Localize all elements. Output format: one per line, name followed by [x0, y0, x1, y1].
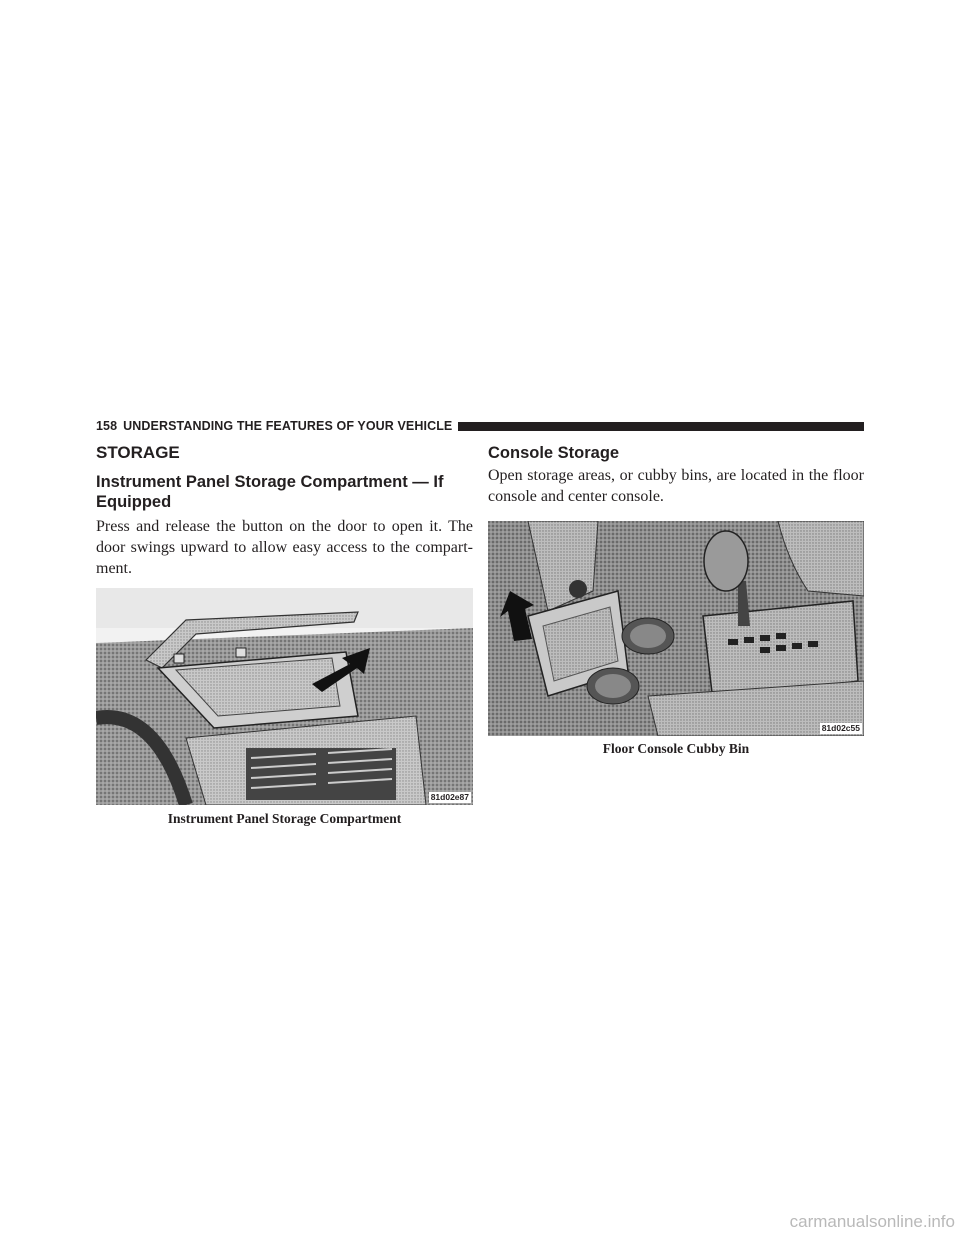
instrument-panel-illustration [96, 588, 473, 805]
figure-code-console: 81d02c55 [821, 723, 860, 733]
console-storage-paragraph: Open storage areas, or cubby bins, are located in the floor console and center console. [488, 467, 864, 505]
running-header [96, 419, 864, 433]
instrument-panel-caption: Instrument Panel Storage Compartment [167, 811, 402, 826]
instrument-panel-paragraph: Press and release the button on the door to open it. The door swings upward to allow easy access to the compart-ment. [96, 518, 473, 577]
floor-console-illustration [488, 521, 864, 736]
right-column [488, 440, 864, 757]
section-heading-storage: STORAGE [96, 443, 180, 462]
console-figure [488, 521, 864, 736]
watermark-text: carmanualsonline.info [789, 1212, 955, 1231]
section-title: UNDERSTANDING THE FEATURES OF YOUR VEHICLE [123, 419, 453, 433]
subheading-instrument-panel: Instrument Panel Storage Compartment — If Equipped [96, 473, 444, 511]
page-number: 158 [96, 419, 118, 433]
figure-code-instrument-panel: 81d02e87 [430, 792, 469, 802]
subheading-console-storage: Console Storage [488, 444, 620, 462]
instrument-panel-figure [96, 588, 473, 805]
left-column [96, 440, 473, 827]
header-rule [458, 422, 864, 431]
console-caption: Floor Console Cubby Bin [602, 741, 750, 756]
watermark [0, 1212, 960, 1232]
